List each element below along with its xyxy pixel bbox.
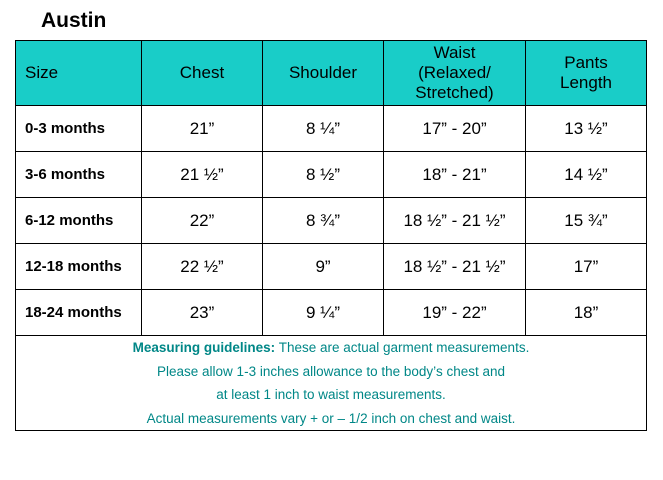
table-header-row xyxy=(16,41,647,106)
waist-cell: 17” - 20” xyxy=(384,106,526,152)
header-shoulder: Shoulder xyxy=(263,41,384,106)
shoulder-cell: 9 ¼” xyxy=(263,290,384,336)
waist-cell: 18 ½” - 21 ½” xyxy=(384,198,526,244)
header-pants-line: Length xyxy=(560,73,612,92)
shoulder-cell: 8 ½” xyxy=(263,152,384,198)
size-cell: 6-12 months xyxy=(16,198,142,244)
guidelines-cell xyxy=(16,336,647,431)
header-size: Size xyxy=(16,41,142,106)
table-row xyxy=(16,244,647,290)
waist-cell: 19” - 22” xyxy=(384,290,526,336)
guidelines-line: at least 1 inch to waist measurements. xyxy=(216,387,446,402)
table-row xyxy=(16,106,647,152)
pants-length-cell: 17” xyxy=(526,244,647,290)
chest-cell: 22” xyxy=(142,198,263,244)
size-cell: 0-3 months xyxy=(16,106,142,152)
chest-cell: 23” xyxy=(142,290,263,336)
header-waist-line: Stretched) xyxy=(415,83,494,102)
waist-cell: 18 ½” - 21 ½” xyxy=(384,244,526,290)
guidelines-row xyxy=(16,336,647,431)
shoulder-cell: 9” xyxy=(263,244,384,290)
guidelines-line: Actual measurements vary + or – 1/2 inch on chest and waist. xyxy=(146,410,516,426)
header-chest: Chest xyxy=(142,41,263,106)
header-waist xyxy=(384,41,526,106)
table-row xyxy=(16,152,647,198)
chest-cell: 21” xyxy=(142,106,263,152)
waist-cell: 18” - 21” xyxy=(384,152,526,198)
header-pants-line: Pants xyxy=(564,53,608,72)
pants-length-cell: 18” xyxy=(526,290,647,336)
header-waist-line: Waist xyxy=(433,43,476,62)
page-title: Austin xyxy=(41,9,107,32)
pants-length-cell: 15 ¾” xyxy=(526,198,647,244)
header-waist-line: (Relaxed/ xyxy=(418,63,491,82)
table-row xyxy=(16,198,647,244)
shoulder-cell: 8 ¾” xyxy=(263,198,384,244)
pants-length-cell: 13 ½” xyxy=(526,106,647,152)
chest-cell: 21 ½” xyxy=(142,152,263,198)
size-cell: 12-18 months xyxy=(16,244,142,290)
measuring-guidelines xyxy=(16,336,646,430)
guidelines-line: Please allow 1-3 inches allowance to the body’s chest and xyxy=(157,363,505,379)
size-cell: 18-24 months xyxy=(16,290,142,336)
guidelines-line-text: These are actual garment measurements. xyxy=(275,340,530,355)
guidelines-lead: Measuring guidelines: xyxy=(132,340,276,355)
shoulder-cell: 8 ¼” xyxy=(263,106,384,152)
size-cell: 3-6 months xyxy=(16,152,142,198)
size-chart-table xyxy=(15,40,647,431)
guidelines-line xyxy=(16,336,646,360)
table-row xyxy=(16,290,647,336)
chest-cell: 22 ½” xyxy=(142,244,263,290)
pants-length-cell: 14 ½” xyxy=(526,152,647,198)
header-pants-length xyxy=(526,41,647,106)
